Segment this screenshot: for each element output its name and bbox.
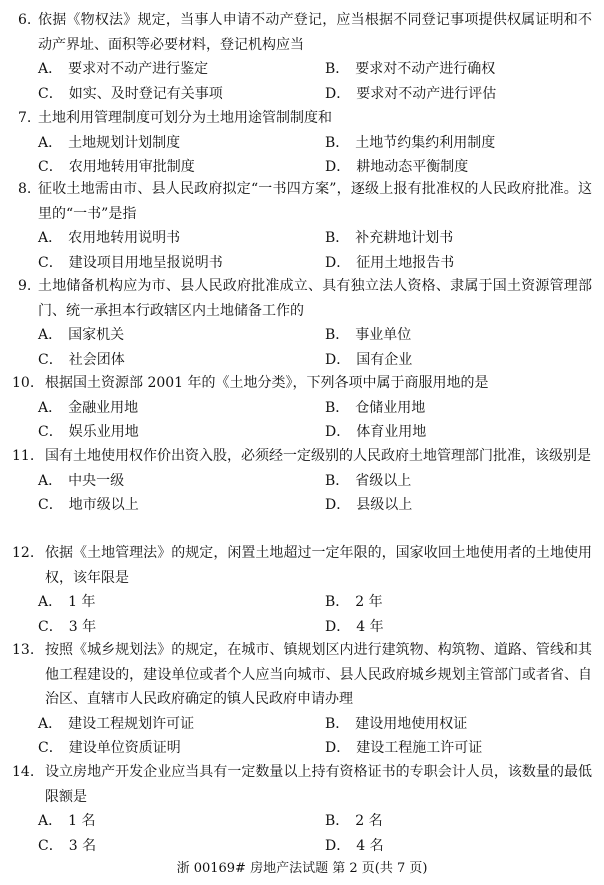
option-a: A． 金融业用地 [38,399,139,416]
option-row [0,834,604,859]
question-text: 依据《土地管理法》的规定，闲置土地超过一定年限的，国家收回土地使用者的土地使用权，该年限是 [45,545,592,586]
option-c: C． 农用地转用审批制度 [38,159,195,176]
option-row [0,82,604,107]
option-a: A． 国家机关 [38,327,125,344]
question-11 [0,444,604,518]
question-number: 10. [12,375,35,391]
question-stem [0,274,604,323]
option-a: A． 中央一级 [38,472,125,489]
option-d: D． 要求对不动产进行评估 [325,85,497,102]
question-stem [0,371,604,396]
question-text: 设立房地产开发企业应当具有一定数量以上持有资格证书的专职会计人员，该数量的最低限额是 [45,764,592,805]
option-row [0,396,604,421]
option-b: B． 要求对不动产进行确权 [325,61,496,78]
question-10 [0,371,604,445]
option-c: C． 如实、及时登记有关事项 [38,85,223,102]
option-row [0,226,604,251]
question-12 [0,541,604,639]
question-number: 9. [18,278,32,294]
option-b: B． 2 名 [325,813,383,830]
option-row [0,615,604,640]
option-a: A． 要求对不动产进行鉴定 [38,61,209,78]
option-c: C． 3 名 [38,837,97,854]
question-8 [0,177,604,275]
question-6 [0,8,604,106]
option-row [0,57,604,82]
option-row [0,420,604,445]
option-c: C． 建设项目用地呈报说明书 [38,254,223,271]
option-row [0,809,604,834]
question-stem [0,444,604,469]
question-text: 土地储备机构应为市、县人民政府批准成立、具有独立法人资格、隶属于国土资源管理部门、统一承担本行政辖区内土地储备工作的 [38,278,592,319]
option-row [0,131,604,156]
option-row [0,736,604,761]
option-c: C． 建设单位资质证明 [38,740,181,757]
option-b: B． 土地节约集约利用制度 [325,134,496,151]
question-number: 14. [12,764,35,780]
question-number: 6. [18,12,32,28]
option-a: A． 土地规划计划制度 [38,134,181,151]
option-row [0,493,604,518]
question-stem [0,638,604,712]
question-number: 8. [18,181,32,197]
page-footer: 浙 00169# 房地产法试题 第 2 页(共 7 页) [176,861,428,876]
question-stem [0,106,604,131]
question-number: 12. [12,545,35,561]
option-b: B． 仓储业用地 [325,399,426,416]
option-b: B． 补充耕地计划书 [325,230,454,247]
option-row [0,590,604,615]
option-d: D． 县级以上 [325,497,413,514]
question-number: 11. [12,448,35,464]
option-c: C． 地市级以上 [38,497,139,514]
option-a: A． 1 年 [38,594,96,611]
option-d: D． 建设工程施工许可证 [325,740,483,757]
question-stem [0,8,604,57]
option-b: B． 2 年 [325,594,383,611]
question-stem [0,177,604,226]
question-number: 7. [18,110,32,126]
option-a: A． 1 名 [38,813,96,830]
option-row [0,712,604,737]
option-c: C． 社会团体 [38,351,125,368]
question-number: 13. [12,642,35,658]
question-stem [0,760,604,809]
option-row [0,323,604,348]
question-text: 征收土地需由市、县人民政府拟定“一书四方案”，逐级上报有批准权的人民政府批准。这里的“一书”是指 [38,181,592,222]
question-text: 依据《物权法》规定，当事人申请不动产登记，应当根据不同登记事项提供权属证明和不动产界址、面积等必要材料，登记机构应当 [38,12,592,53]
question-text: 按照《城乡规划法》的规定，在城市、镇规划区内进行建筑物、构筑物、道路、管线和其他工程建设的，建设单位或者个人应当向城市、县人民政府城乡规划主管部门或者省、自治区、直辖市人民政府确定的镇人民政府申请办理 [45,642,592,708]
question-stem [0,541,604,590]
question-13 [0,638,604,761]
question-text: 土地利用管理制度可划分为土地用途管制制度和 [38,110,332,126]
question-text: 国有土地使用权作价出资入股，必须经一定级别的人民政府土地管理部门批准，该级别是 [45,448,591,464]
question-9 [0,274,604,372]
option-row [0,251,604,276]
option-d: D． 国有企业 [325,351,413,368]
option-c: C． 3 年 [38,618,97,635]
option-a: A． 农用地转用说明书 [38,230,181,247]
option-row [0,469,604,494]
question-text: 根据国土资源部 2001 年的《土地分类》，下列各项中属于商服用地的是 [45,375,489,391]
question-14 [0,760,604,858]
option-row [0,348,604,373]
question-7 [0,106,604,180]
option-d: D． 耕地动态平衡制度 [325,159,469,176]
option-d: D． 4 年 [325,618,384,635]
option-b: B． 事业单位 [325,327,412,344]
option-b: B． 建设用地使用权证 [325,715,468,732]
option-d: D． 体育业用地 [325,424,427,441]
option-d: D． 征用土地报告书 [325,254,455,271]
option-c: C． 娱乐业用地 [38,424,139,441]
option-d: D． 4 名 [325,837,384,854]
option-b: B． 省级以上 [325,472,412,489]
option-a: A． 建设工程规划许可证 [38,715,195,732]
